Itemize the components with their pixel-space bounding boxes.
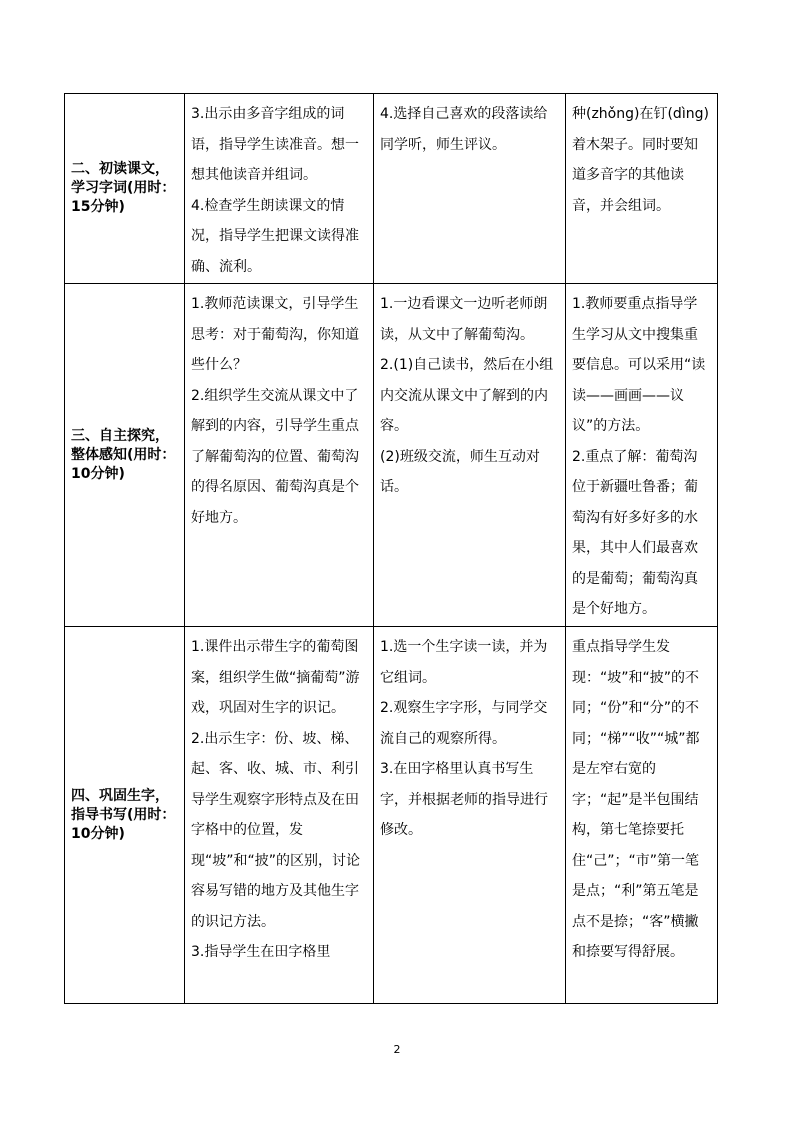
student-step: 1.一边看课文一边听老师朗读，从文中了解葡萄沟。 (380, 296, 548, 343)
student-step: 3.在田字格里认真书写生字，并根据老师的指导进行修改。 (380, 761, 548, 838)
student-activity-cell (374, 627, 566, 1004)
teacher-step: 4.检查学生朗读课文的情况，指导学生把课文读得准确、流利。 (191, 197, 359, 275)
teacher-step: 1.课件出示带生字的葡萄图案，组织学生做“摘葡萄”游戏，巩固对生字的识记。 (191, 639, 360, 716)
student-step: 2.观察生字字形，与同学交流自己的观察所得。 (380, 700, 548, 747)
student-step: (2)班级交流，师生互动对话。 (380, 448, 540, 495)
student-activity-cell (374, 284, 566, 627)
table-row (65, 284, 718, 627)
design-note: 1.教师要重点指导学生学习从文中搜集重要信息。可以采用“读读——画画——议议”的方法。 (572, 296, 706, 434)
teacher-activity-cell (185, 284, 374, 627)
teacher-step: 3.指导学生在田字格里 (191, 944, 331, 960)
teacher-step: 1.教师范读课文，引导学生思考：对于葡萄沟，你知道些什么？ (191, 296, 359, 373)
student-step: 4.选择自己喜欢的段落读给同学听，师生评议。 (380, 106, 548, 153)
page-number: 2 (393, 1043, 401, 1056)
stage-cell (65, 627, 185, 1004)
design-intent-cell (566, 284, 718, 627)
stage-cell (65, 94, 185, 284)
design-intent-cell (566, 627, 718, 1004)
student-step: 2.(1)自己读书，然后在小组内交流从课文中了解到的内容。 (380, 357, 554, 434)
lesson-plan-table (64, 93, 718, 1004)
student-step: 1.选一个生字读一读，并为它组词。 (380, 639, 548, 686)
stage-cell (65, 284, 185, 627)
teacher-activity-cell (185, 94, 374, 284)
teacher-step: 2.出示生字：份、坡、梯、起、客、收、城、市、利引导学生观察字形特点及在田字格中的位置，发现“坡”和“披”的区别，讨论容易写错的地方及其他生字的识记方法。 (191, 730, 361, 930)
stage-label: 二、初读课文，学习字词(用时：15分钟) (71, 161, 176, 215)
table-row (65, 627, 718, 1004)
design-note: 重点指导学生发现：“坡”和“披”的不同；“份”和“分”的不同；“梯”“收”“城”都是左窄右宽的字；“起”是半包围结构，第七笔捺要托住“己”；“市”第一笔是点；“利”第五笔是点不是捺；“客”横撇和捺要写得舒展。 (572, 639, 700, 960)
student-activity-cell (374, 94, 566, 284)
table-row (65, 94, 718, 284)
stage-label: 三、自主探究，整体感知(用时：10分钟) (71, 427, 176, 482)
design-note: 种(zhǒng)在钉(dìng)着木架子。同时要知道多音字的其他读音，并会组词。 (572, 106, 709, 214)
teacher-activity-cell (185, 627, 374, 1004)
design-intent-cell (566, 94, 718, 284)
stage-label: 四、巩固生字，指导书写(用时：10分钟) (71, 787, 176, 842)
teacher-step: 2.组织学生交流从课文中了解到的内容，引导学生重点了解葡萄沟的位置、葡萄沟的得名原因、葡萄沟真是个好地方。 (191, 387, 359, 526)
design-note: 2.重点了解：葡萄沟位于新疆吐鲁番；葡萄沟有好多好多的水果，其中人们最喜欢的是葡萄；葡萄沟真是个好地方。 (572, 448, 698, 617)
teacher-step: 3.出示由多音字组成的词语，指导学生读准音。想一想其他读音并组词。 (191, 106, 359, 183)
